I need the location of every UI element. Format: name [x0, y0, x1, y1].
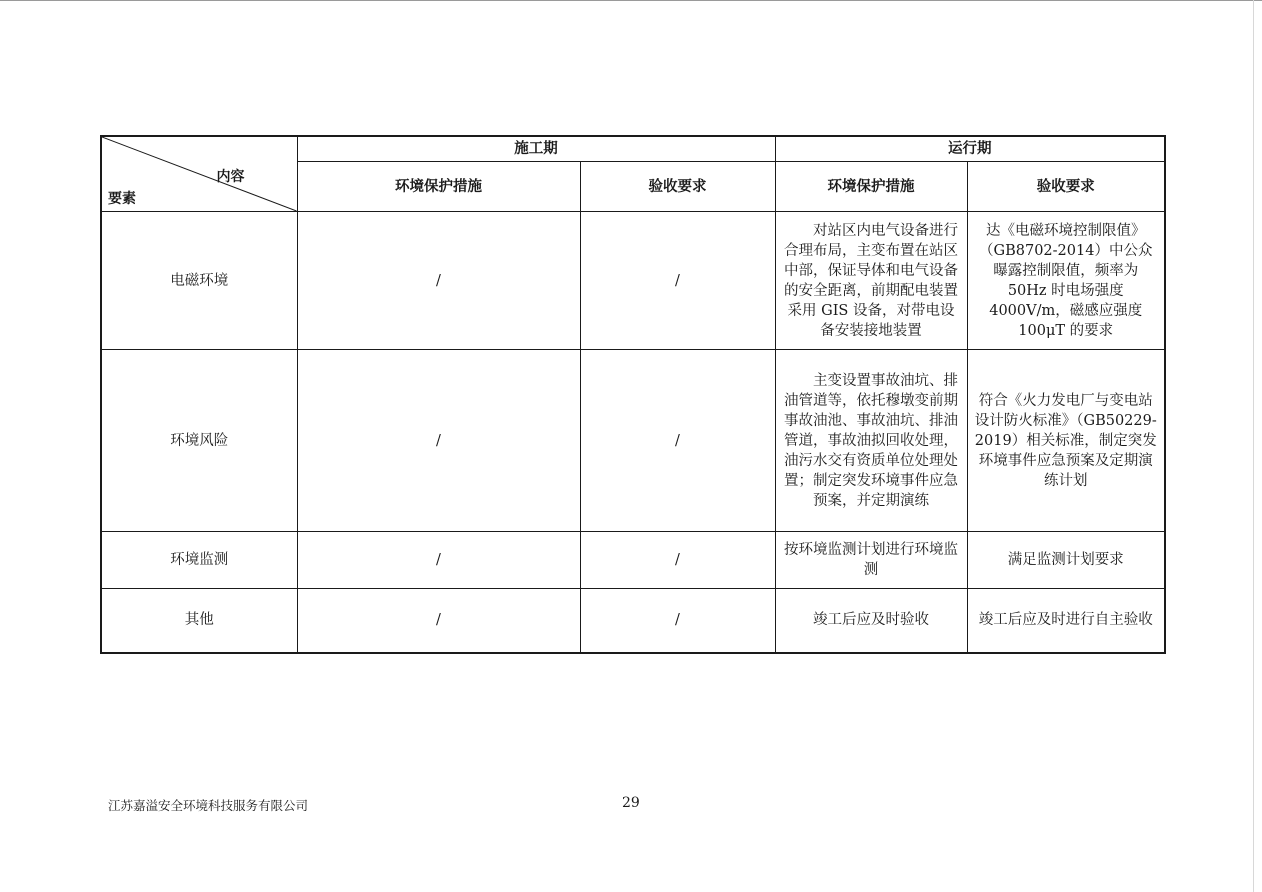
construction-acceptance-header: 验收要求	[580, 162, 775, 212]
row-element-cell: 环境风险	[101, 350, 297, 532]
operation-measures-header: 环境保护措施	[775, 162, 967, 212]
construction-measures-cell: /	[297, 589, 580, 653]
construction-measures-cell: /	[297, 212, 580, 350]
row-element-cell: 电磁环境	[101, 212, 297, 350]
construction-acceptance-cell: /	[580, 589, 775, 653]
operation-period-header: 运行期	[775, 136, 1165, 162]
construction-measures-cell: /	[297, 532, 580, 589]
operation-acceptance-cell: 符合《火力发电厂与变电站设计防火标准》（GB50229-2019）相关标准，制定突发环境事件应急预案及定期演练计划	[967, 350, 1165, 532]
operation-measures-cell: 主变设置事故油坑、排油管道等，依托穆墩变前期事故油池、事故油坑、排油管道，事故油拟回收处理，油污水交有资质单位处理处置；制定突发环境事件应急预案，并定期演练	[775, 350, 967, 532]
construction-period-header: 施工期	[297, 136, 775, 162]
construction-acceptance-cell: /	[580, 212, 775, 350]
table-row	[101, 589, 1165, 653]
construction-measures-header: 环境保护措施	[297, 162, 580, 212]
footer-page-number: 29	[622, 795, 640, 811]
acceptance-table	[100, 135, 1166, 654]
operation-acceptance-cell: 竣工后应及时进行自主验收	[967, 589, 1165, 653]
operation-measures-cell: 按环境监测计划进行环境监测	[775, 532, 967, 589]
table-row	[101, 350, 1165, 532]
corner-header-cell	[101, 136, 297, 212]
operation-acceptance-cell: 达《电磁环境控制限值》（GB8702-2014）中公众曝露控制限值，频率为 50Hz 时电场强度 4000V/m，磁感应强度 100μT 的要求	[967, 212, 1165, 350]
operation-acceptance-cell: 满足监测计划要求	[967, 532, 1165, 589]
construction-acceptance-cell: /	[580, 532, 775, 589]
operation-measures-cell: 竣工后应及时验收	[775, 589, 967, 653]
footer-company-name: 江苏嘉溢安全环境科技服务有限公司	[108, 798, 309, 813]
construction-acceptance-cell: /	[580, 350, 775, 532]
corner-element-label: 要素	[108, 191, 136, 207]
table-header-row-1	[101, 136, 1165, 162]
page-right-border	[1253, 0, 1254, 892]
row-element-cell: 其他	[101, 589, 297, 653]
table-row	[101, 532, 1165, 589]
table-row	[101, 212, 1165, 350]
corner-content-label: 内容	[216, 169, 245, 185]
operation-acceptance-header: 验收要求	[967, 162, 1165, 212]
operation-measures-cell: 对站区内电气设备进行合理布局，主变布置在站区中部，保证导体和电气设备的安全距离，前期配电装置采用 GIS 设备，对带电设备安装接地装置	[775, 212, 967, 350]
row-element-cell: 环境监测	[101, 532, 297, 589]
construction-measures-cell: /	[297, 350, 580, 532]
page-top-border	[0, 0, 1262, 1]
